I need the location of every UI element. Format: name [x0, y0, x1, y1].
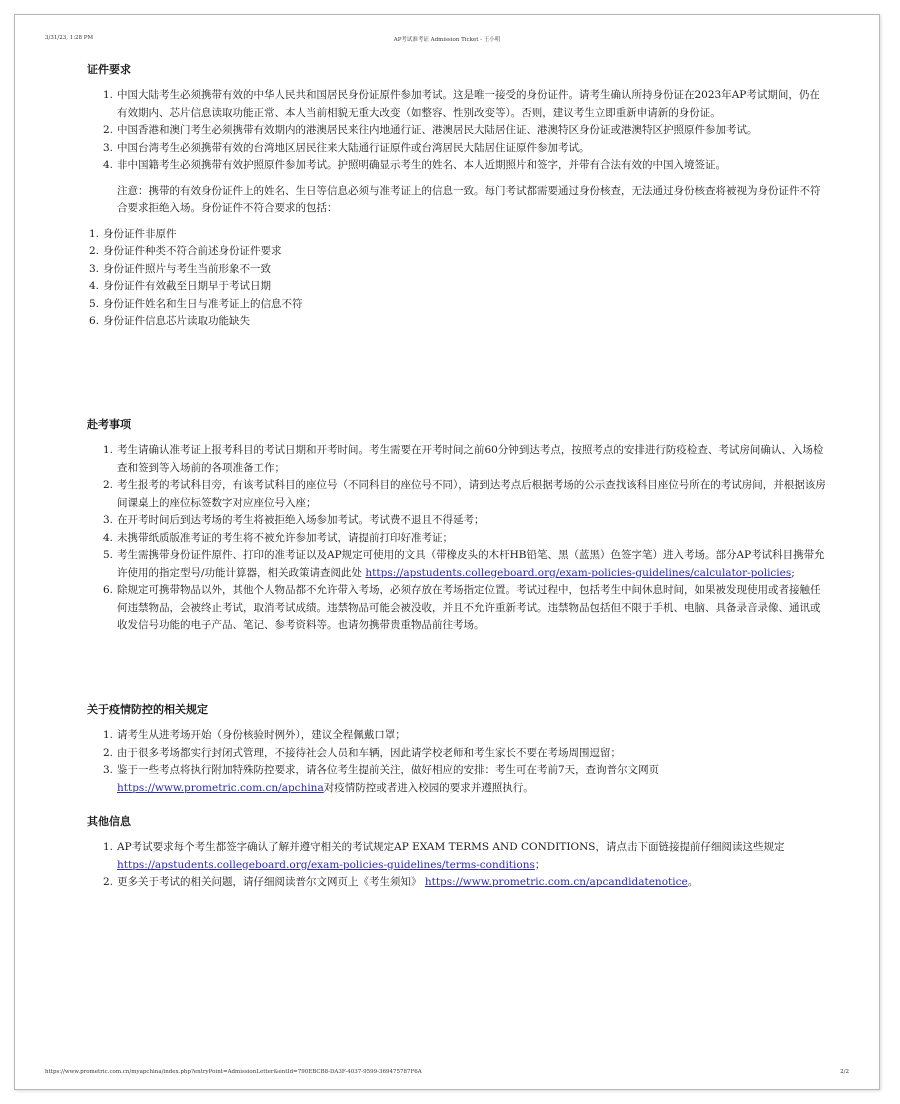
- print-title: AP考试准考证 Admission Ticket - 王小明: [393, 37, 501, 43]
- prometric-apchina-link[interactable]: https://www.prometric.com.cn/apchina: [117, 781, 324, 794]
- arrival-list: [87, 442, 827, 635]
- list-item: 1. AP考试要求每个考生都签字确认了解并遵守相关的考试规定AP EXAM TERMS AND CONDITIONS，请点击下面链接提前仔细阅读这些规定https://apstudents.collegeboard.org/exam-policies-guidelines/terms-conditions；: [103, 841, 785, 871]
- print-url: https://www.prometric.com.cn/myapchina/index.php?entryPoint=AdmissionLetter&entId=790EBCB8-DA3F-4037-9599-369475787F6A: [45, 1069, 422, 1075]
- document-page: [14, 14, 880, 1090]
- invalid-id-list: [73, 226, 827, 331]
- section-arrival: [87, 414, 827, 635]
- covid-list: [87, 727, 827, 797]
- list-item: 5. 考生需携带身份证件原件、打印的准考证以及AP规定可使用的文具（带橡皮头的木杆HB铅笔、黑（蓝黑）色签字笔）进入考场。部分AP考试科目携带允许使用的指定型号/功能计算器，相关政策请查阅此处 https://apstudents.collegeboard.org/exam-policies-guidelines/calculator-policies;: [103, 549, 825, 579]
- section-other: [87, 811, 827, 892]
- list-item: 6. 身份证件信息芯片读取功能缺失: [89, 315, 250, 327]
- list-item: 2. 考生报考的考试科目旁，有该考试科目的座位号（不同科目的座位号不同），请到达考点后根据考场的公示查找该科目座位号所在的考试房间，并根据该房间课桌上的座位标签数字对应座位号入座；: [103, 479, 826, 509]
- id-note: 注意：携带的有效身份证件上的姓名、生日等信息必须与准考证上的信息一致。每门考试都需要通过身份核查，无法通过身份核查将被视为身份证件不符合要求拒绝入场。身份证件不符合要求的包括：: [117, 184, 821, 214]
- page-number: 2/2: [840, 1069, 849, 1075]
- other-list: [87, 839, 827, 892]
- list-item: 4. 非中国籍考生必须携带有效护照原件参加考试。护照明确显示考生的姓名、本人近期照片和签字，并带有合法有效的中国入境签证。: [103, 159, 726, 171]
- list-item: 3. 中国台湾考生必须携带有效的台湾地区居民往来大陆通行证原件或台湾居民大陆居住证原件参加考试。: [103, 141, 590, 154]
- list-item: 1. 考生请确认准考证上报考科目的考试日期和开考时间。考生需要在开考时间之前60分钟到达考点，按照考点的安排进行防疫检查、考试房间确认、入场检查和签到等入场前的各项准备工作；: [103, 444, 824, 474]
- list-item: 2. 更多关于考试的相关问题，请仔细阅读普尔文网页上《考生须知》 https://www.prometric.com.cn/apcandidatenotice。: [103, 876, 699, 888]
- list-item: 4. 身份证件有效截至日期早于考试日期: [89, 280, 271, 292]
- terms-conditions-link[interactable]: https://apstudents.collegeboard.org/exam-policies-guidelines/terms-conditions: [117, 858, 535, 871]
- list-item: 2. 身份证件种类不符合前述身份证件要求: [89, 245, 282, 257]
- list-item: 4. 未携带纸质版准考证的考生将不被允许参加考试，请提前打印好准考证；: [103, 531, 453, 544]
- section-title: 证件要求: [87, 63, 131, 76]
- list-item: 3. 身份证件照片与考生当前形象不一致: [89, 262, 271, 275]
- section-id-requirements: [87, 59, 827, 331]
- section-covid: [87, 699, 827, 797]
- list-item: 3. 鉴于一些考点将执行附加特殊防控要求，请各位考生提前关注，做好相应的安排：考生可在考前7天，查询普尔文网页https://www.prometric.com.cn/apchina对疫情防控或者进入校园的要求并遵照执行。: [103, 764, 660, 794]
- list-item: 1. 中国大陆考生必须携带有效的中华人民共和国居民身份证原件参加考试。这是唯一接受的身份证件。请考生确认所持身份证在2023年AP考试期间，仍在有效期内、芯片信息读取功能正常、本人当前相貌无重大改变（如整容、性别改变等）。否则，建议考生立即重新申请新的身份证。: [103, 89, 820, 119]
- list-item: 1. 身份证件非原件: [89, 227, 177, 240]
- print-date: 3/31/23, 1:28 PM: [45, 35, 94, 41]
- list-item: 6. 除规定可携带物品以外，其他个人物品都不允许带入考场，必须存放在考场指定位置。考试过程中，包括考生中间休息时间，如果被发现使用或者接触任何违禁物品，会被终止考试，取消考试成绩。违禁物品可能会被没收，并且不允许重新考试。违禁物品包括但不限于手机、电脑、具备录音录像、通讯或收发信号功能的电子产品、笔记、参考资料等。也请勿携带贵重物品前往考场。: [103, 584, 821, 631]
- section-title: 赴考事项: [87, 418, 131, 431]
- calculator-policy-link[interactable]: https://apstudents.collegeboard.org/exam-policies-guidelines/calculator-policies: [365, 566, 792, 579]
- id-list: [87, 87, 827, 175]
- section-title: 关于疫情防控的相关规定: [87, 703, 208, 716]
- list-item: 5. 身份证件姓名和生日与准考证上的信息不符: [89, 297, 303, 310]
- candidate-notice-link[interactable]: https://www.prometric.com.cn/apcandidatenotice: [424, 876, 688, 888]
- list-item: 2. 由于很多考场都实行封闭式管理，不接待社会人员和车辆，因此请学校老师和考生家长不要在考场周围逗留；: [103, 746, 621, 759]
- list-item: 3. 在开考时间后到达考场的考生将被拒绝入场参加考试。考试费不退且不得延考；: [103, 514, 485, 526]
- list-item: 2. 中国香港和澳门考生必须携带有效期内的港澳居民来往内地通行证、港澳居民大陆居住证、港澳特区身份证或港澳特区护照原件参加考试。: [103, 124, 758, 136]
- list-item: 1. 请考生从进考场开始（身份核验时例外），建议全程佩戴口罩；: [103, 729, 406, 741]
- section-title: 其他信息: [87, 815, 131, 828]
